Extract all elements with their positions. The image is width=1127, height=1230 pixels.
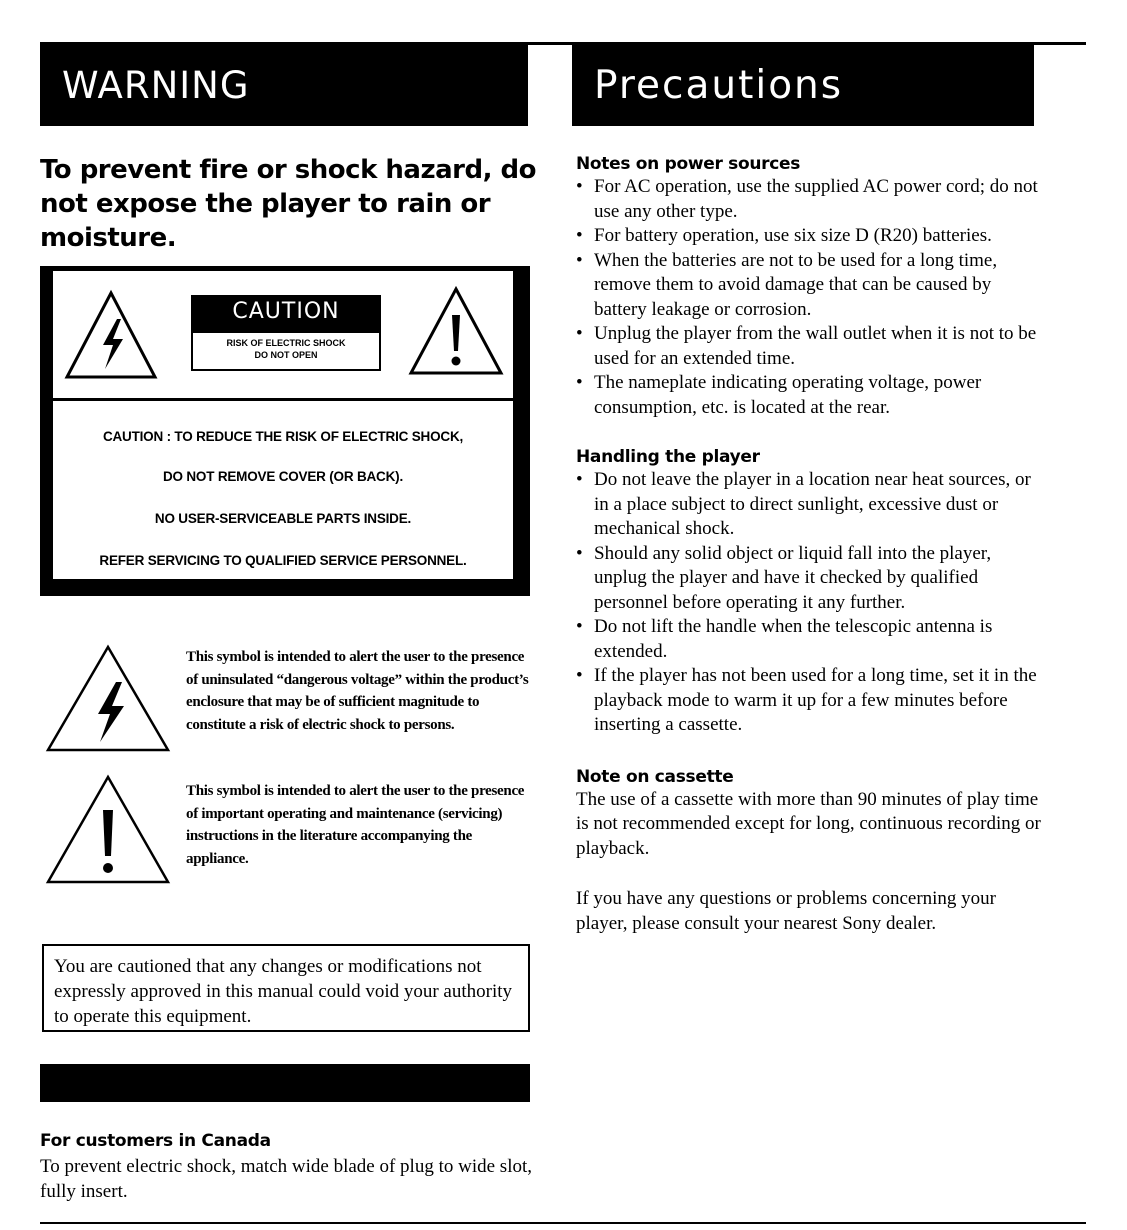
- list-item: • When the batteries are not to be used for a long time, remove them to avoid damage that can be caused by battery leakage or corrosion.: [576, 249, 1046, 323]
- list-item: • For battery operation, use six size D (R20) batteries.: [576, 224, 1046, 249]
- exclamation-symbol-icon: [44, 774, 172, 886]
- warning-header: [40, 44, 528, 126]
- list-item: • Unplug the player from the wall outlet when it is not to be used for an extended time.: [576, 322, 1046, 371]
- label-line-3: NO USER-SERVICEABLE PARTS INSIDE.: [154, 511, 412, 526]
- label-line-2: DO NOT REMOVE COVER (OR BACK).: [162, 469, 403, 484]
- canada-bar: [40, 1064, 530, 1102]
- label-line-4: REFER SERVICING TO QUALIFIED SERVICE PERSONNEL.: [99, 553, 467, 568]
- list-item: • Do not lift the handle when the telescopic antenna is extended.: [576, 615, 1046, 664]
- warning-lead: To prevent fire or shock hazard, do not expose the player to rain or moisture.: [40, 155, 536, 253]
- caution-plate-subtext: [191, 331, 381, 371]
- label-line-1: CAUTION : TO REDUCE THE RISK OF ELECTRIC SHOCK,: [102, 429, 464, 444]
- caution-label: [50, 268, 516, 582]
- lightning-symbol-icon: [44, 644, 172, 754]
- cassette-heading: Note on cassette: [576, 766, 734, 787]
- canada-text: To prevent electric shock, match wide blade of plug to wide slot, fully insert.: [40, 1156, 532, 1202]
- exclamation-triangle-icon: [407, 285, 505, 377]
- list-item: • The nameplate indicating operating voltage, power consumption, etc. is located at the rear.: [576, 371, 1046, 420]
- lightning-triangle-icon: [63, 289, 159, 381]
- cassette-text: The use of a cassette with more than 90 minutes of play time is not recommended except for long, continuous recording or playback.: [576, 788, 1041, 859]
- power-heading: Notes on power sources: [576, 154, 801, 174]
- precautions-header: [572, 44, 1034, 126]
- precautions-column: [576, 153, 1046, 936]
- precautions-title: Precautions: [594, 62, 844, 108]
- contact-text: If you have any questions or problems concerning your player, please consult your nearest Sony dealer.: [576, 888, 997, 934]
- list-item: • If the player has not been used for a long time, set it in the playback mode to warm it up for a few minutes before inserting a cassette.: [576, 664, 1046, 738]
- handling-list: [576, 468, 1046, 738]
- caution-sub-risk: RISK OF ELECTRIC SHOCK: [226, 338, 346, 348]
- warning-title: WARNING: [62, 63, 250, 107]
- symbol-important-text: This symbol is intended to alert the user to the presence of important operating and maintenance (servicing) instructions in the literature accompanying the appliance.: [186, 783, 525, 867]
- bottom-rule: [40, 1222, 1086, 1224]
- list-item: • Do not leave the player in a location near heat sources, or in a place subject to direct sunlight, excessive dust or mechanical shock.: [576, 468, 1046, 542]
- list-item: • For AC operation, use the supplied AC power cord; do not use any other type.: [576, 175, 1046, 224]
- caution-sub-open: DO NOT OPEN: [254, 350, 318, 360]
- canada-heading: For customers in Canada: [40, 1131, 271, 1151]
- caution-label-top: [53, 271, 513, 401]
- handling-heading: Handling the player: [576, 447, 760, 467]
- list-item: • Should any solid object or liquid fall into the player, unplug the player and have it checked by qualified personnel before operating it any further.: [576, 542, 1046, 616]
- modification-notice: You are cautioned that any changes or modifications not expressly approved in this manual could void your authority to operate this equipment.: [42, 944, 530, 1032]
- symbol-voltage-text: This symbol is intended to alert the user to the presence of uninsulated “dangerous voltage” within the product’s enclosure that may be of sufficient magnitude to constitute a risk of electric shock to persons.: [186, 649, 529, 733]
- caution-plate: CAUTION: [191, 295, 381, 331]
- power-list: [576, 175, 1046, 420]
